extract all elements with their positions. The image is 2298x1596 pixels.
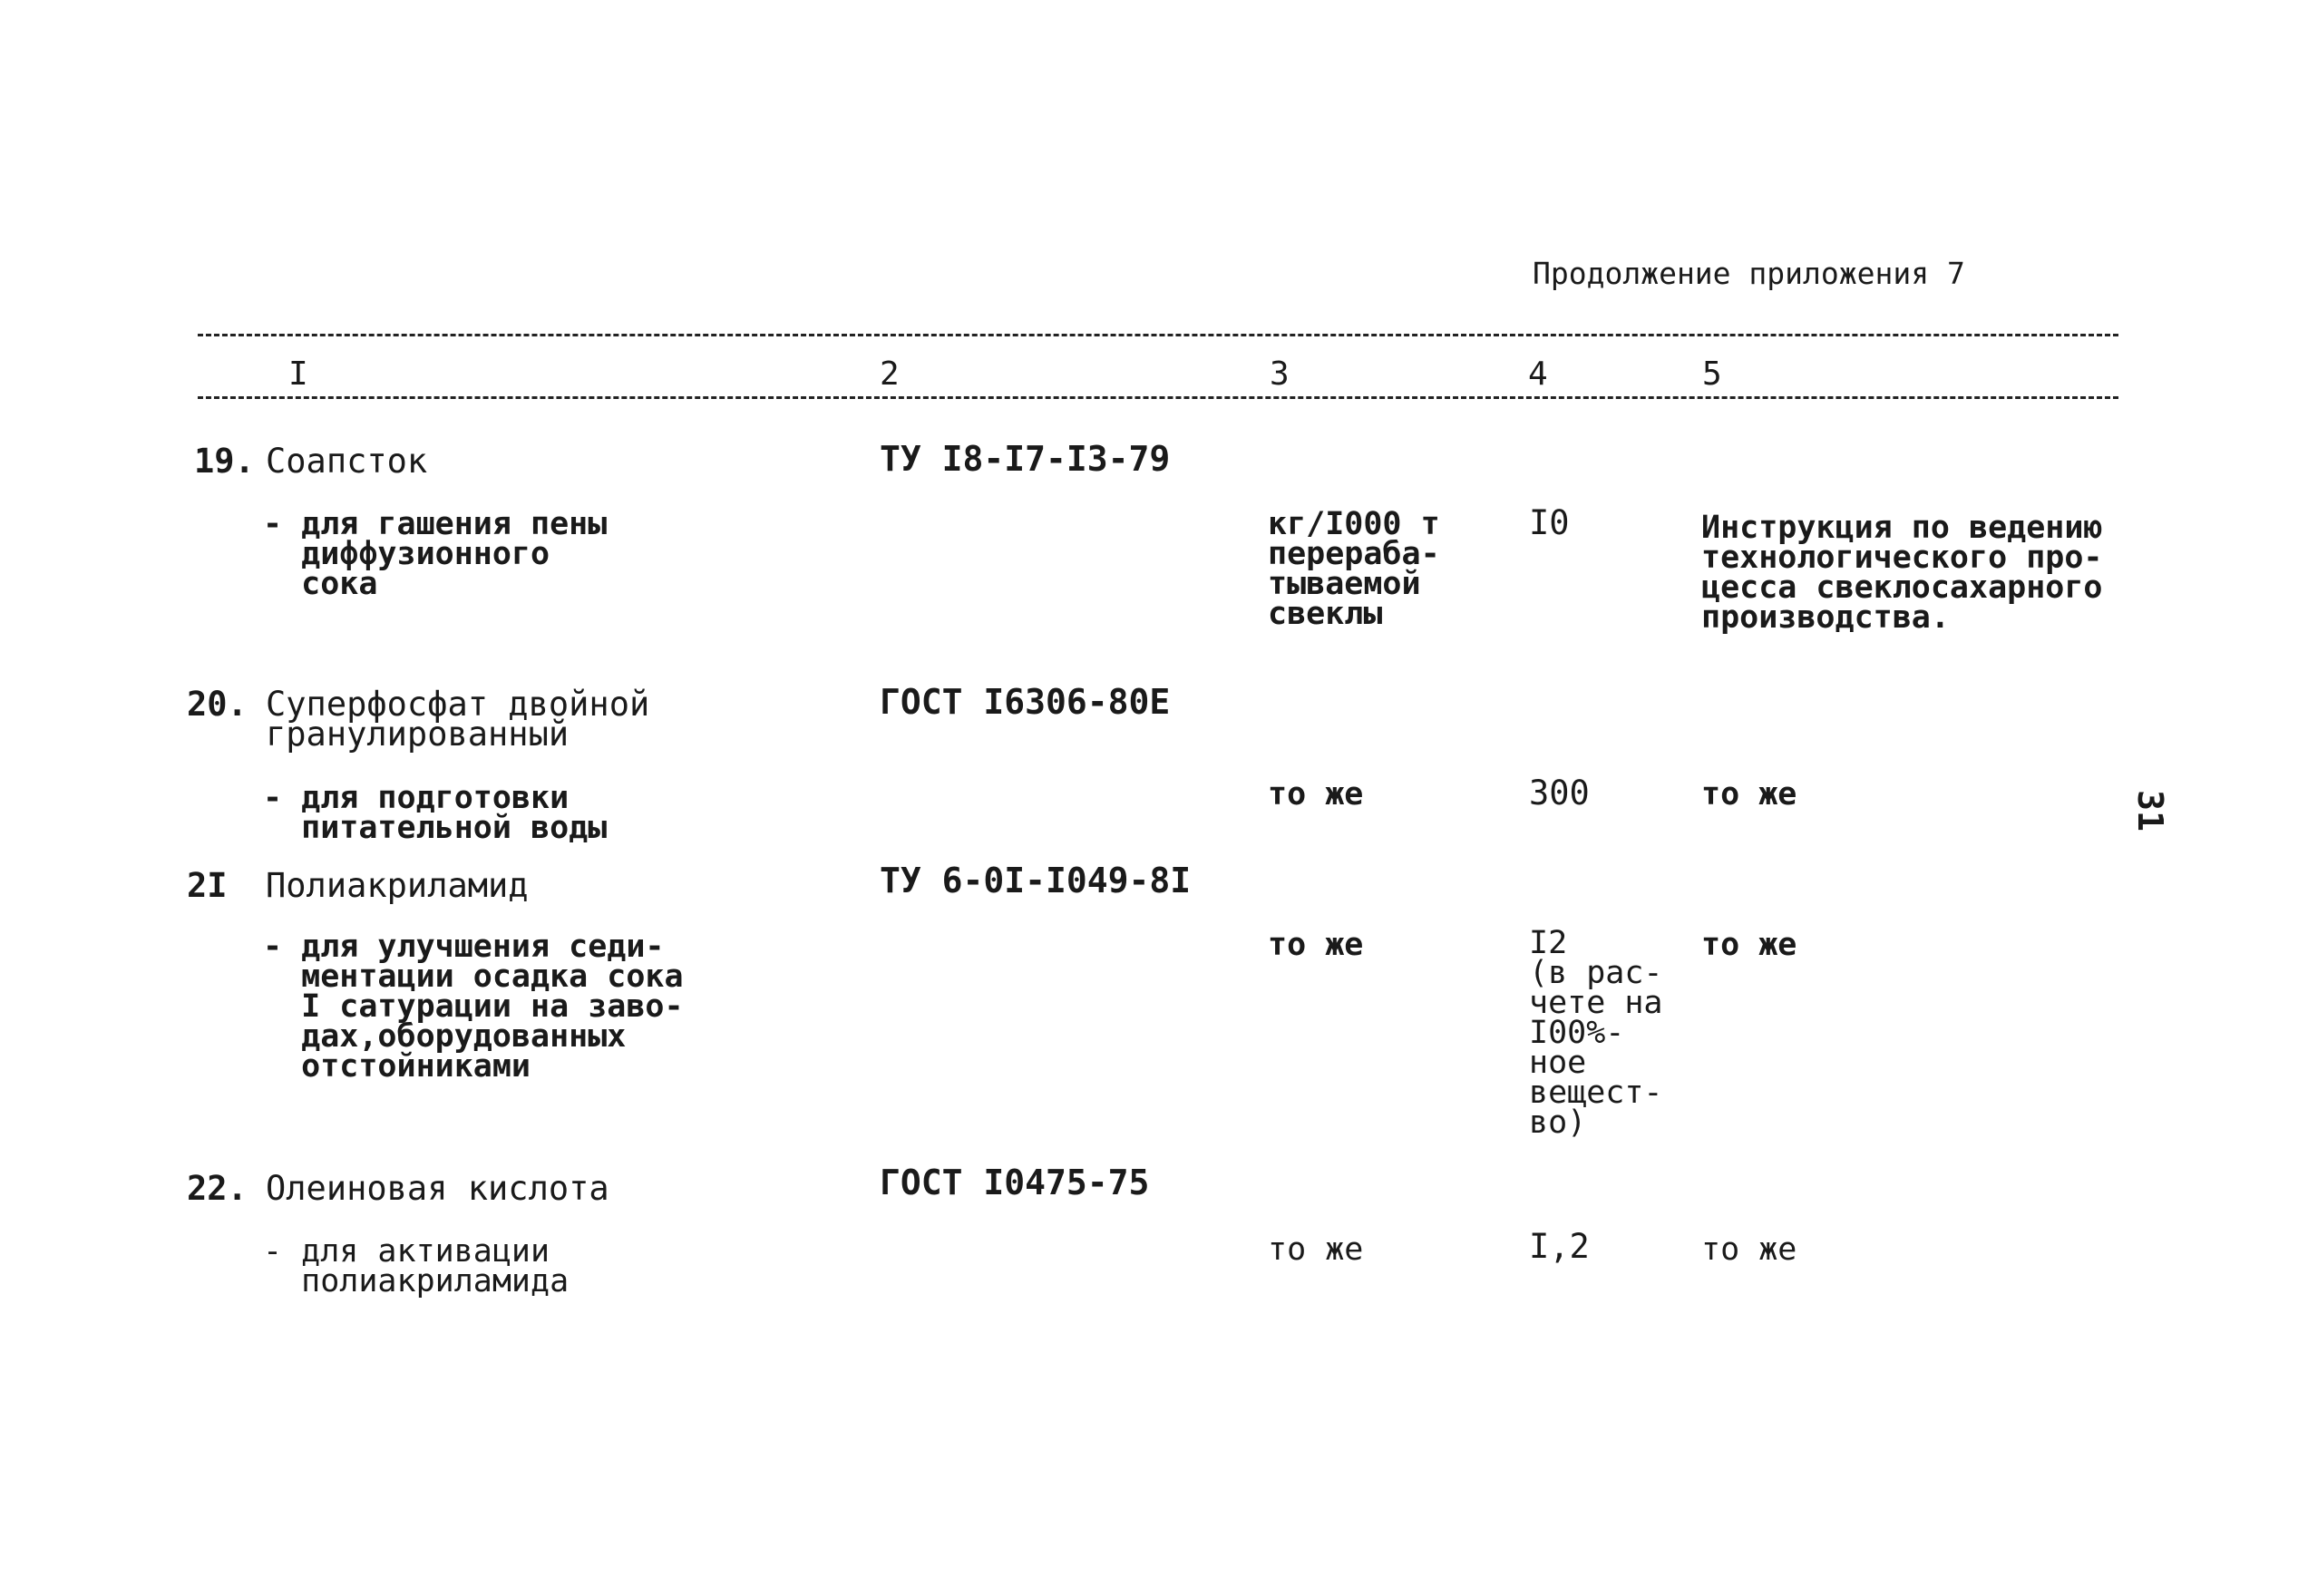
row-number: 2I [187,866,228,905]
row-document: ГОСТ I6306-80Е [880,682,1171,722]
column-header-1: I [288,355,308,393]
row-unit: то же [1268,927,1364,963]
row-purpose: - для активации полиакриламида [263,1233,570,1299]
row-document: ТУ 6-0I-I049-8I [880,861,1192,900]
row-document: ТУ I8-I7-I3-79 [880,439,1171,479]
column-header-3: 3 [1270,355,1290,393]
row-number: 19. [194,442,255,481]
row-basis: Инструкция по ведению технологического про- цесса свеклосахарного производства. [1701,510,2103,636]
row-unit: то же [1268,1231,1364,1268]
continuation-heading: Продолжение приложения 7 [1533,256,1965,291]
row-document: ГОСТ I0475-75 [880,1163,1150,1202]
row-unit: то же [1268,776,1364,813]
row-name: Суперфосфат двойной гранулированный [266,685,650,754]
row-basis: то же [1701,1231,1797,1268]
row-name: Полиакриламид [266,866,529,905]
row-basis: то же [1701,776,1797,813]
row-name: Олеиновая кислота [266,1169,609,1208]
column-header-4: 4 [1528,355,1548,393]
row-unit: кг/I000 т перераба- тываемой свеклы [1268,506,1440,632]
row-norm: I2 (в рас- чете на I00%- ное вещест- во) [1529,925,1663,1141]
row-purpose: - для улучшения седи- ментации осадка сока I сатурации на заво- дах,оборудованных отстойниками [263,929,684,1085]
row-number: 20. [187,685,248,724]
column-header-2: 2 [880,355,900,393]
row-purpose: - для гашения пены диффузионного сока [263,506,608,602]
page-number: 31 [2129,790,2170,832]
table-header-rule [198,396,2118,399]
row-name: Соапсток [266,442,428,481]
row-norm: I,2 [1529,1227,1590,1266]
table-top-rule [198,334,2118,336]
row-norm: I0 [1529,503,1570,542]
row-basis: то же [1701,927,1797,963]
column-header-5: 5 [1702,355,1722,393]
row-purpose: - для подготовки питательной воды [263,780,608,846]
row-norm: 300 [1529,774,1590,813]
row-number: 22. [187,1169,248,1208]
